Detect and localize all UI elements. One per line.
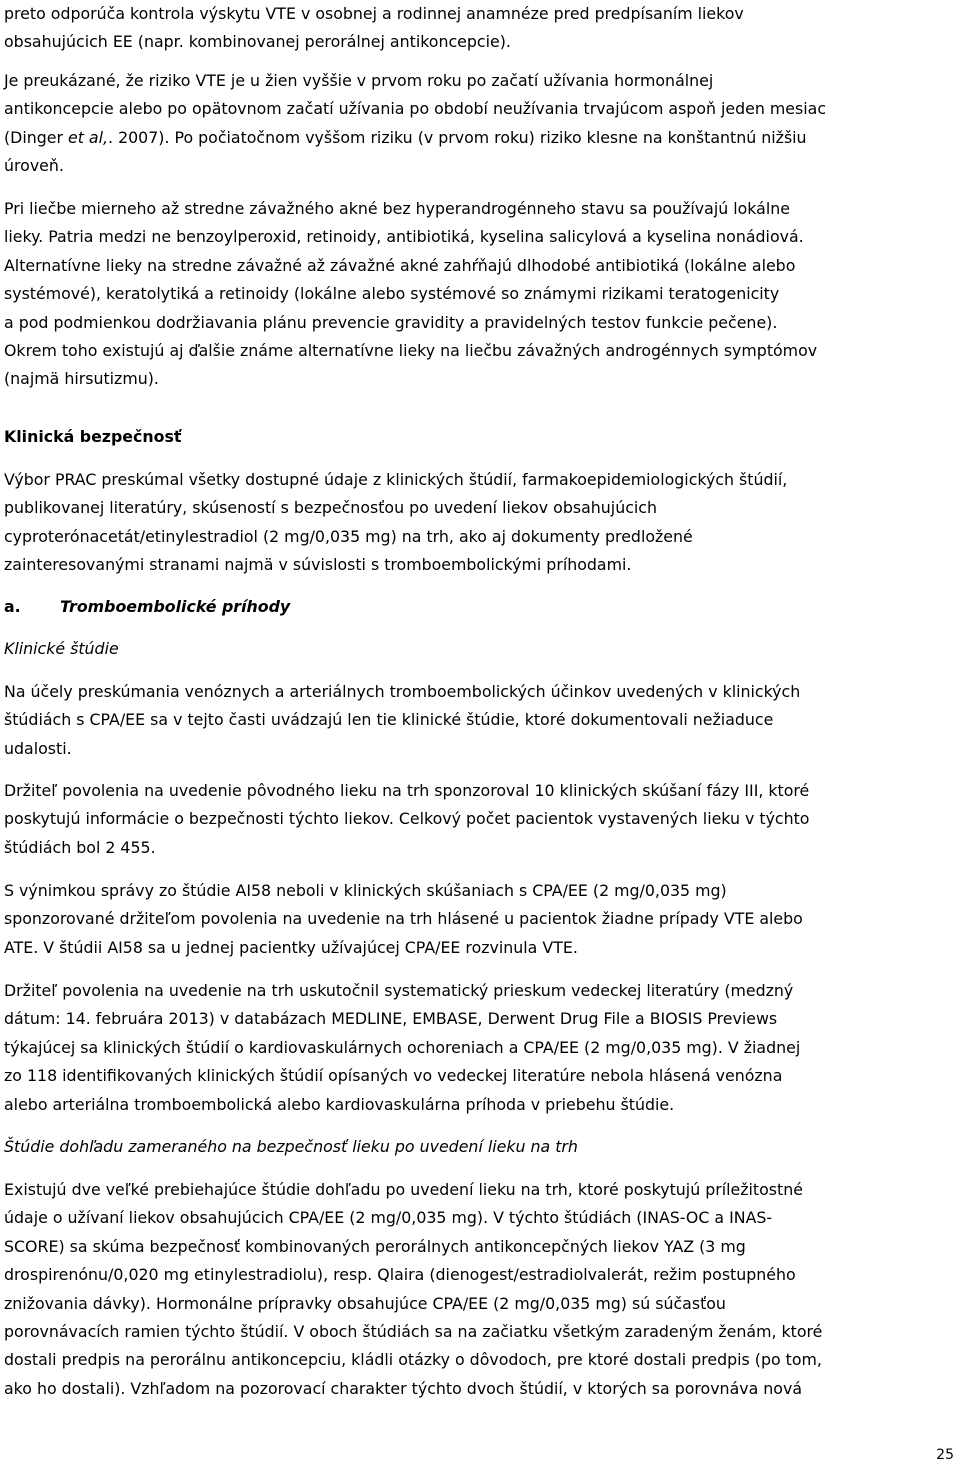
paragraph-acne-treatment [4, 195, 956, 394]
paragraph-scope-of-review [4, 678, 956, 763]
text-line: Je preukázané, že riziko VTE je u žien vyššie v prvom roku po začatí užívania hormonálnej [4, 71, 714, 90]
text-line: Držiteľ povolenia na uvedenie na trh uskutočnil systematický prieskum vedeckej literatúry (medzný [4, 981, 794, 1000]
text-line: Existujú dve veľké prebiehajúce štúdie dohľadu po uvedení lieku na trh, ktoré poskytujú príležitostné [4, 1180, 803, 1199]
text-line: S výnimkou správy zo štúdie AI58 neboli v klinických skúšaniach s CPA/EE (2 mg/0,035 mg) [4, 881, 727, 900]
citation-et-al: et al, [68, 127, 109, 147]
text-line-citation [4, 124, 956, 152]
text-line: lieky. Patria medzi ne benzoylperoxid, retinoidy, antibiotiká, kyselina salicylová a kyselina nonádiová. [4, 227, 804, 247]
paragraph-phase-iii-trials [4, 777, 956, 862]
text-line: úroveň. [4, 156, 64, 176]
paragraph-surveillance-studies [4, 1176, 956, 1403]
subsection-heading [4, 593, 956, 621]
subsection-thromboembolic-events [4, 593, 956, 621]
text-line: alebo arteriálna tromboembolická alebo kardiovaskulárna príhoda v priebehu štúdie. [4, 1094, 675, 1114]
text-line: antikoncepcie alebo po opätovnom začatí užívania po období neužívania trvajúcom aspoň jeden mesiac [4, 99, 827, 119]
citation-suffix: . 2007). Po počiatočnom vyššom riziku (v prvom roku) riziko klesne na konštantnú nižšiu [108, 127, 807, 147]
paragraph-prac-review [4, 466, 956, 580]
text-line: systémové), keratolytiká a retinoidy (lokálne alebo systémové so známymi rizikami teratogenicity [4, 284, 780, 304]
text-line: Okrem toho existujú aj ďalšie známe alternatívne lieky na liečbu závažných androgénnych symptómov [4, 340, 818, 360]
text-line: zainteresovanými stranami najmä v súvislosti s tromboembolickými príhodami. [4, 555, 632, 575]
text-line: týkajúcej sa klinických štúdií o kardiovaskulárnych ochoreniach a CPA/EE (2 mg/0,035 mg). V žiadnej [4, 1037, 801, 1057]
subheading: Klinické štúdie [4, 639, 119, 658]
text-line: Držiteľ povolenia na uvedenie pôvodného lieku na trh sponzoroval 10 klinických skúšaní fázy III, ktoré [4, 781, 810, 800]
text-line: dostali predpis na perorálnu antikoncepciu, kládli otázky o dôvodoch, pre ktoré dostali predpis (po tom, [4, 1350, 822, 1370]
text-line: publikovanej literatúry, skúseností s bezpečnosťou po uvedení liekov obsahujúcich [4, 498, 657, 518]
paragraph-vte-risk-first-year [4, 67, 956, 181]
text-line: udalosti. [4, 738, 72, 758]
subheading-postmarketing-studies [4, 1133, 956, 1161]
text-line: Na účely preskúmania venóznych a arteriálnych tromboembolických účinkov uvedených v klinických [4, 682, 801, 701]
text-line: údaje o užívaní liekov obsahujúcich CPA/EE (2 mg/0,035 mg). V týchto štúdiách (INAS-OC a INAS- [4, 1208, 773, 1228]
subsection-letter: a. [4, 597, 21, 616]
text-line: Pri liečbe mierneho až stredne závažného akné bez hyperandrogénneho stavu sa používajú lokálne [4, 199, 790, 218]
text-line: znižovania dávky). Hormonálne prípravky obsahujúce CPA/EE (2 mg/0,035 mg) sú súčasťou [4, 1293, 726, 1313]
subsection-title: Tromboembolické príhody [60, 597, 291, 616]
text-line: porovnávacích ramien týchto štúdií. V oboch štúdiách sa na začiatku všetkým zaradeným ženám, ktoré [4, 1321, 823, 1341]
section-heading: Klinická bezpečnosť [4, 427, 182, 446]
paragraph-vte-history-check [4, 0, 956, 57]
text-line: ako ho dostali). Vzhľadom na pozorovací charakter týchto dvoch štúdií, v ktorých sa porovnáva nová [4, 1378, 803, 1398]
paragraph-literature-review [4, 977, 956, 1119]
text-line: a pod podmienkou dodržiavania plánu prevencie gravidity a pravidelných testov funkcie pečene). [4, 312, 778, 332]
paragraph-study-ai58 [4, 877, 956, 962]
subheading-clinical-studies [4, 635, 956, 663]
section-heading-clinical-safety [4, 423, 956, 451]
text-line: (najmä hirsutizmu). [4, 369, 159, 389]
text-line: poskytujú informácie o bezpečnosti týchto liekov. Celkový počet pacientok vystavených lieku v týchto [4, 809, 810, 829]
text-line: zo 118 identifikovaných klinických štúdií opísaných vo vedeckej literatúre nebola hlásená venózna [4, 1066, 783, 1086]
citation-prefix: (Dinger [4, 127, 68, 147]
text-line: drospirenónu/0,020 mg etinylestradiolu), resp. Qlaira (dienogest/estradiolvalerát, režim postupného [4, 1265, 796, 1285]
text-line: Výbor PRAC preskúmal všetky dostupné údaje z klinických štúdií, farmakoepidemiologických štúdií, [4, 470, 788, 489]
text-line: cyproterónacetát/etinylestradiol (2 mg/0,035 mg) na trh, ako aj dokumenty predložené [4, 526, 693, 546]
text-line: sponzorované držiteľom povolenia na uvedenie na trh hlásené u pacientok žiadne prípady VTE alebo [4, 909, 803, 929]
text-line: štúdiách s CPA/EE sa v tejto časti uvádzajú len tie klinické štúdie, ktoré dokumentovali nežiaduce [4, 710, 774, 730]
text-line: obsahujúcich EE (napr. kombinovanej perorálnej antikoncepcie). [4, 32, 511, 52]
subheading: Štúdie dohľadu zameraného na bezpečnosť lieku po uvedení lieku na trh [4, 1137, 578, 1156]
page-number: 25 [936, 1447, 954, 1463]
text-line: ATE. V štúdii AI58 sa u jednej pacientky užívajúcej CPA/EE rozvinula VTE. [4, 937, 578, 957]
text-line: SCORE) sa skúma bezpečnosť kombinovaných perorálnych antikoncepčných liekov YAZ (3 mg [4, 1236, 746, 1256]
text-line: Alternatívne lieky na stredne závažné až závažné akné zahŕňajú dlhodobé antibiotiká (lokálne alebo [4, 255, 796, 275]
text-line: dátum: 14. februára 2013) v databázach MEDLINE, EMBASE, Derwent Drug File a BIOSIS Previews [4, 1009, 778, 1029]
text-line: preto odporúča kontrola výskytu VTE v osobnej a rodinnej anamnéze pred predpísaním liekov [4, 4, 744, 23]
text-line: štúdiách bol 2 455. [4, 837, 156, 857]
